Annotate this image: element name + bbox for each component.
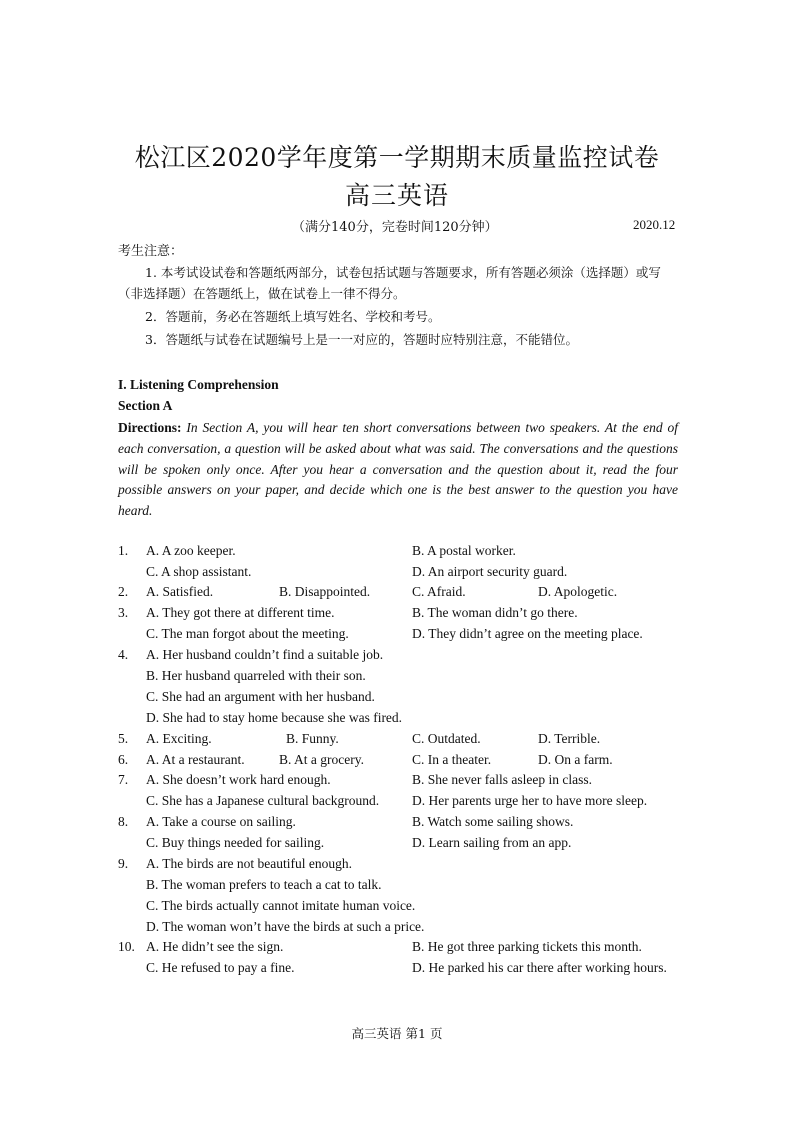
question-number: 5. (118, 731, 129, 746)
option-d: D. She had to stay home because she was fired. (146, 710, 403, 725)
question-number: 8. (118, 814, 129, 829)
exam-title: 松江区2020学年度第一学期期末质量监控试卷 (134, 143, 660, 172)
option-c: C. In a theater. (412, 752, 492, 767)
directions (118, 418, 678, 522)
exam-date: 2020.12 (633, 217, 676, 232)
exam-duration-note: （满分140分，完卷时间120分钟） (292, 220, 498, 235)
option-c: C. Afraid. (412, 584, 466, 599)
question-number: 2. (118, 584, 129, 599)
notice-item: 3．答题纸与试卷在试题编号上是一一对应的，答题时应特别注意，不能错位。 (145, 332, 578, 347)
option-c: C. Buy things needed for sailing. (146, 835, 325, 850)
option-b: B. She never falls asleep in class. (412, 772, 592, 787)
question-number: 1. (118, 543, 129, 558)
option-b: B. He got three parking tickets this month. (412, 939, 642, 954)
question-number: 4. (118, 647, 129, 662)
option-b: B. At a grocery. (279, 752, 364, 767)
option-a: A. Exciting. (146, 731, 212, 746)
question-number: 7. (118, 772, 129, 787)
option-c: C. Outdated. (412, 731, 481, 746)
option-a: A. He didn’t see the sign. (146, 939, 284, 954)
option-c: C. The man forgot about the meeting. (146, 626, 349, 641)
option-b: B. Watch some sailing shows. (412, 814, 574, 829)
option-d: D. An airport security guard. (412, 564, 568, 579)
option-a: A. Satisfied. (146, 584, 214, 599)
option-b: B. Funny. (286, 731, 339, 746)
option-b: B. The woman didn’t go there. (412, 605, 578, 620)
option-d: D. Terrible. (538, 731, 601, 746)
option-c: C. She has a Japanese cultural background. (146, 793, 380, 808)
notice-item: 2．答题前，务必在答题纸上填写姓名、学校和考号。 (145, 309, 441, 324)
option-a: A. The birds are not beautiful enough. (146, 856, 352, 871)
option-d: D. He parked his car there after working hours. (412, 960, 667, 975)
option-d: D. They didn’t agree on the meeting place. (412, 626, 643, 641)
notice-heading: 考生注意： (118, 244, 184, 259)
directions-label: Directions: (118, 420, 182, 435)
question-number: 10. (118, 939, 135, 954)
question-number: 6. (118, 752, 129, 767)
option-c: C. The birds actually cannot imitate human voice. (146, 898, 416, 913)
option-c: C. He refused to pay a fine. (146, 960, 295, 975)
option-c: C. She had an argument with her husband. (146, 689, 375, 704)
question-number: 9. (118, 856, 129, 871)
option-d: D. Learn sailing from an app. (412, 835, 572, 850)
option-b: B. A postal worker. (412, 543, 516, 558)
directions-text: In Section A, you will hear ten short conversations between two speakers. At the end of each conversation, a question will be asked about what was said. The conversations and the questions will be spoken only once. After you hear a conversation and the question about it, read the four possible answers on your paper, and decide which one is the best answer to the question you have heard. (118, 420, 679, 519)
option-b: B. Disappointed. (279, 584, 371, 599)
option-b: B. Her husband quarreled with their son. (146, 668, 366, 683)
question-number: 3. (118, 605, 129, 620)
option-a: A. She doesn’t work hard enough. (146, 772, 331, 787)
page-footer: 高三英语 第1 页 (351, 1026, 443, 1041)
notice-item: 1. 本考试设试卷和答题纸两部分，试卷包括试题与答题要求，所有答题必须涂（选择题）或写（非选择题）在答题纸上，做在试卷上一律不得分。 (118, 265, 661, 301)
option-a: A. A zoo keeper. (146, 543, 236, 558)
option-a: A. At a restaurant. (146, 752, 245, 767)
option-a: A. They got there at different time. (146, 605, 335, 620)
option-d: D. Her parents urge her to have more sleep. (412, 793, 648, 808)
option-b: B. The woman prefers to teach a cat to talk. (146, 877, 382, 892)
section-title: Section A (118, 398, 173, 413)
option-c: C. A shop assistant. (146, 564, 252, 579)
option-a: A. Take a course on sailing. (146, 814, 296, 829)
subject-title: 高三英语 (344, 181, 449, 210)
option-d: D. Apologetic. (538, 584, 618, 599)
part-title: I. Listening Comprehension (118, 377, 279, 392)
option-a: A. Her husband couldn’t find a suitable job. (146, 647, 384, 662)
option-d: D. On a farm. (538, 752, 613, 767)
option-d: D. The woman won’t have the birds at such a price. (146, 919, 425, 934)
